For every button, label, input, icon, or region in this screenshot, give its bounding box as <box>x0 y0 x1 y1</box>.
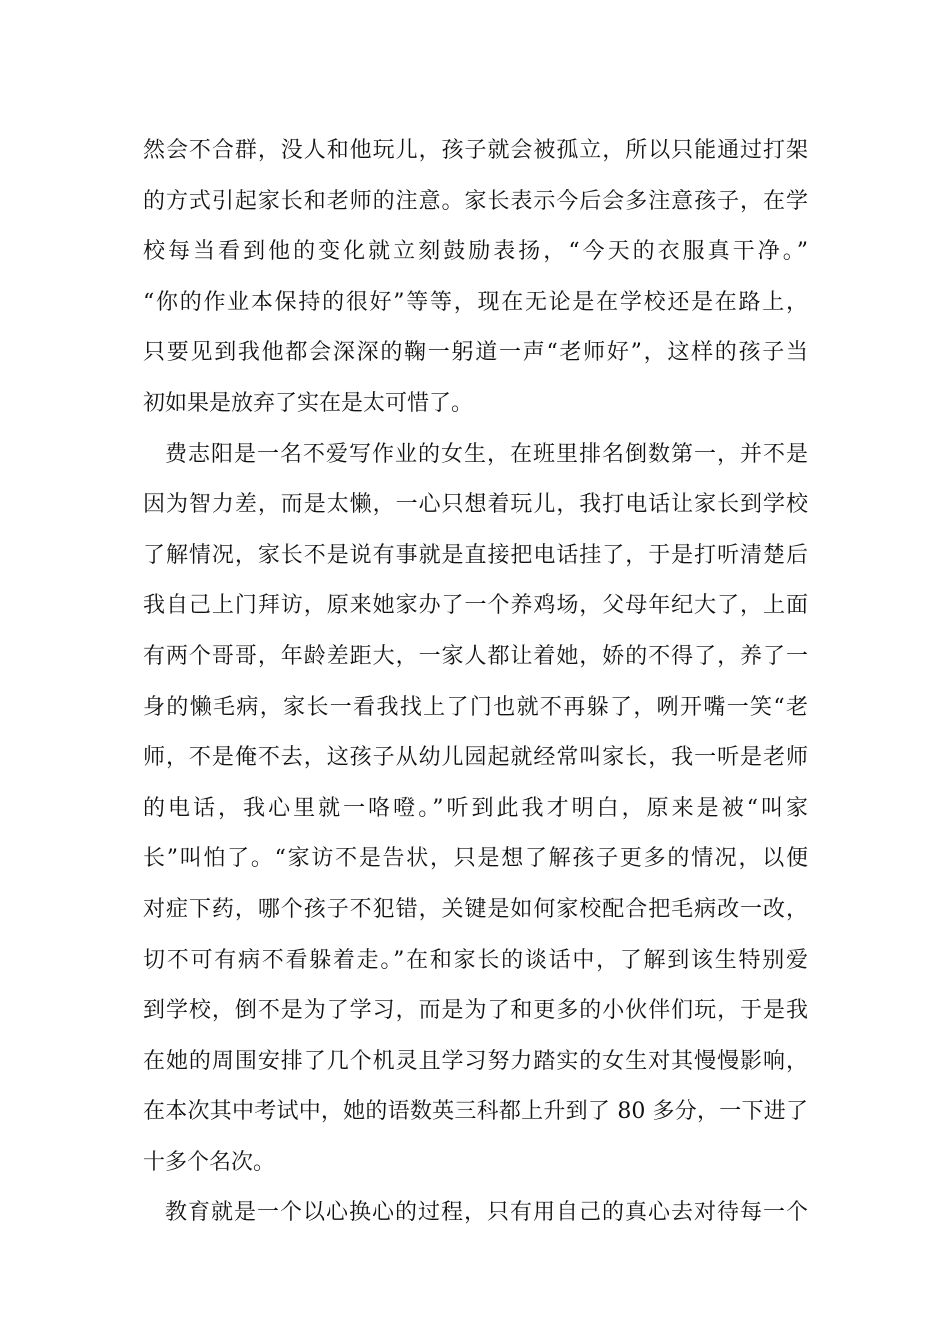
text-line: 只要见到我他都会深深的鞠一躬道一声“老师好”，这样的孩子当 <box>143 340 808 366</box>
text-line: 因为智力差，而是太懒，一心只想着玩儿，我打电话让家长到学校 <box>143 492 808 518</box>
text-line: 然会不合群，没人和他玩儿，孩子就会被孤立，所以只能通过打架 <box>143 138 808 163</box>
text-line: 长”叫怕了。“家访不是告状，只是想了解孩子更多的情况，以便 <box>143 846 808 872</box>
text-line: 在她的周围安排了几个机灵且学习努力踏实的女生对其慢慢影响， <box>143 1048 808 1074</box>
text-line: 在本次其中考试中，她的语数英三科都上升到了 80 多分，一下进了 <box>143 1099 808 1125</box>
text-line: 的方式引起家长和老师的注意。家长表示今后会多注意孩子，在学 <box>143 188 808 214</box>
text-line: 费志阳是一名不爱写作业的女生，在班里排名倒数第一，并不是 <box>165 441 808 467</box>
text-line: 对症下药，哪个孩子不犯错，关键是如何家校配合把毛病改一改， <box>143 896 808 922</box>
text-line: 教育就是一个以心换心的过程，只有用自己的真心去对待每一个 <box>165 1200 808 1226</box>
text-line: 我自己上门拜访，原来她家办了一个养鸡场，父母年纪大了，上面 <box>143 593 808 619</box>
text-line: “你的作业本保持的很好”等等，现在无论是在学校还是在路上， <box>143 289 808 315</box>
text-line: 身的懒毛病，家长一看我找上了门也就不再躲了，咧开嘴一笑“老 <box>143 694 808 720</box>
text-line: 校每当看到他的变化就立刻鼓励表扬，“今天的衣服真干净。” <box>143 239 808 265</box>
text-line: 初如果是放弃了实在是太可惜了。 <box>143 390 474 416</box>
text-line: 切不可有病不看躲着走。”在和家长的谈话中，了解到该生特别爱 <box>143 947 808 973</box>
text-line: 了解情况，家长不是说有事就是直接把电话挂了，于是打听清楚后 <box>143 542 808 568</box>
text-line: 师，不是俺不去，这孩子从幼儿园起就经常叫家长，我一听是老师 <box>143 745 808 771</box>
text-line: 的电话，我心里就一咯噔。”听到此我才明白，原来是被“叫家 <box>143 795 808 821</box>
body-text <box>143 126 808 1239</box>
text-line: 十多个名次。 <box>143 1149 276 1175</box>
text-line: 到学校，倒不是为了学习，而是为了和更多的小伙伴们玩，于是我 <box>143 998 808 1024</box>
text-line: 有两个哥哥，年龄差距大，一家人都让着她，娇的不得了，养了一 <box>143 643 808 669</box>
